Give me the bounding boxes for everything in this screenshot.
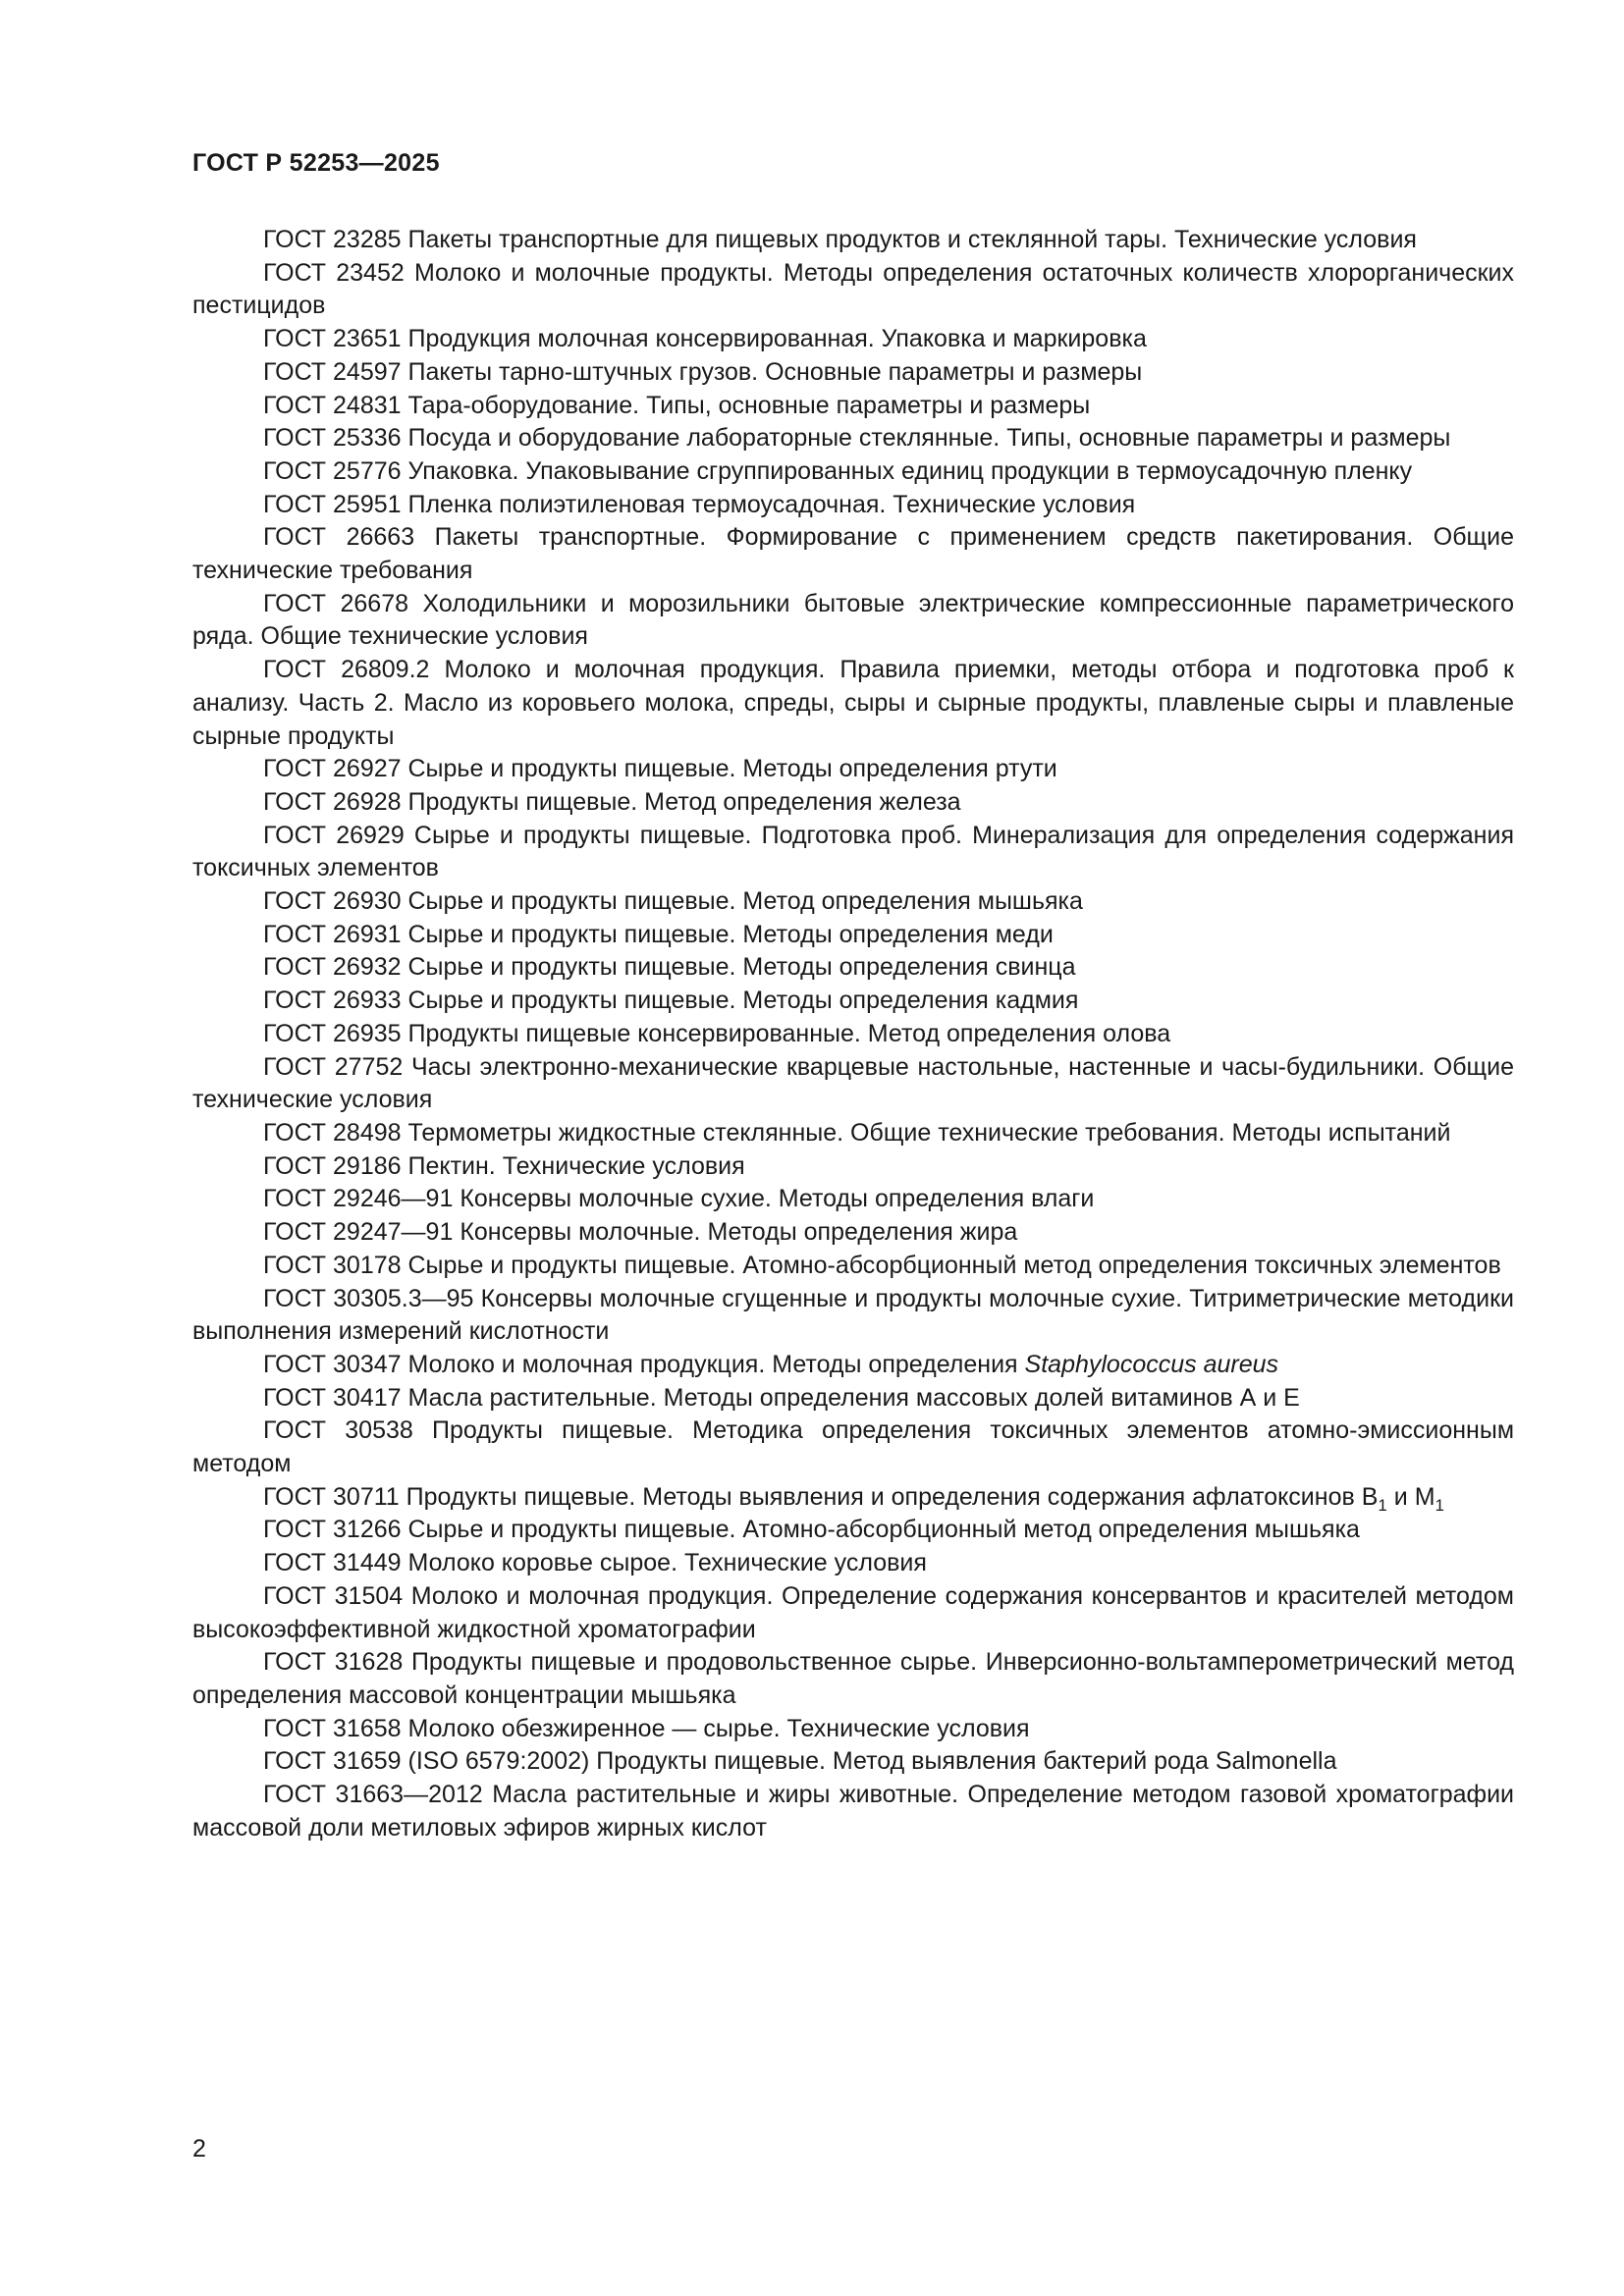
reference-code: ГОСТ 30417 [263,1383,402,1412]
reference-title [408,226,1417,253]
reference-item [192,1382,1514,1415]
reference-code: ГОСТ 31504 [263,1581,404,1610]
reference-item [192,257,1514,323]
reference-title [408,1152,745,1180]
reference-item [192,654,1514,753]
reference-title-text: Продукты пищевые и продовольственное сырье. Инверсионно-вольтамперометрический метод определения массовой концентрации мышьяка [192,1648,1515,1709]
reference-code: ГОСТ 26935 [263,1019,402,1047]
reference-code: ГОСТ 26929 [263,821,405,849]
reference-title-text: Молоко и молочная продукция. Методы определения [407,1350,1018,1378]
reference-item [192,1580,1514,1646]
reference-title-text: Продукты пищевые. Методика определения токсичных элементов атомно-эмиссионным методом [192,1416,1515,1478]
reference-title [408,1549,927,1576]
reference-item [192,1150,1514,1184]
reference-item [192,1250,1514,1283]
reference-title-text: (ISO 6579:2002) Продукты пищевые. Метод выявления бактерий рода Salmonella [407,1747,1337,1776]
reference-item [192,1349,1514,1382]
reference-code: ГОСТ 30178 [263,1251,402,1279]
reference-item [192,390,1514,423]
reference-item [192,951,1514,985]
reference-title-text: Термометры жидкостные стеклянные. Общие технические требования. Методы испытаний [407,1118,1451,1147]
reference-title [408,1252,1501,1279]
reference-title [408,325,1147,352]
reference-item [192,1117,1514,1150]
reference-title [408,358,1143,386]
reference-title-text: Консервы молочные сгущенные и продукты молочные сухие. Титриметрические методики выполнения измерений кислотности [192,1284,1514,1346]
reference-item [192,919,1514,952]
reference-title-text: Сырье и продукты пищевые. Методы определения ртути [407,755,1057,783]
reference-item [192,1051,1514,1117]
reference-title-text: Посуда и оборудование лабораторные стеклянные. Типы, основные параметры и размеры [407,424,1451,453]
reference-title [408,987,1079,1014]
reference-title-italic: Staphylococcus aureus [1024,1350,1279,1378]
reference-title [408,1516,1360,1543]
reference-code: ГОСТ 24831 [263,391,402,419]
reference-item [192,820,1514,885]
reference-title [408,887,1083,915]
reference-title [408,953,1076,981]
reference-title-text: Молоко коровье сырое. Технические условия [407,1549,927,1577]
reference-code: ГОСТ 26927 [263,755,402,783]
reference-item [192,1216,1514,1250]
subscript: 1 [1378,1495,1387,1515]
reference-item [192,1183,1514,1216]
reference-title [408,424,1451,452]
reference-item [192,885,1514,919]
reference-title [408,392,1091,419]
reference-code: ГОСТ 30538 [263,1416,413,1445]
reference-code: ГОСТ 25776 [263,456,402,485]
reference-code: ГОСТ 30305.3—95 [263,1284,474,1312]
reference-title [408,1384,1300,1412]
reference-code: ГОСТ 30347 [263,1350,402,1378]
reference-title-text: Тара-оборудование. Типы, основные параметры и размеры [407,391,1091,419]
reference-item [192,786,1514,820]
reference-code: ГОСТ 25951 [263,490,402,518]
reference-title [460,1218,1017,1246]
reference-title-text: Масла растительные. Методы определения массовых долей витаминов А и Е [407,1383,1300,1412]
reference-title [408,755,1057,782]
reference-item [192,1415,1514,1480]
reference-title [408,1747,1337,1775]
reference-title [408,1020,1171,1047]
page-number: 2 [192,2135,206,2163]
reference-code: ГОСТ 31659 [263,1747,402,1776]
reference-title [406,1482,1445,1515]
reference-title [408,491,1136,518]
reference-title-text: Продукты пищевые. Методы выявления и определения содержания афлатоксинов B [406,1482,1379,1511]
reference-code: ГОСТ 26933 [263,987,402,1015]
reference-item [192,1547,1514,1580]
reference-code: ГОСТ 26932 [263,953,402,982]
reference-item [192,1018,1514,1051]
reference-code: ГОСТ 26928 [263,787,402,816]
reference-code: ГОСТ 24597 [263,357,402,386]
reference-title-text: Часы электронно-механические кварцевые настольные, настенные и часы-будильники. Общие технические условия [192,1052,1514,1114]
reference-code: ГОСТ 23452 [263,258,405,287]
reference-title-text: Продукция молочная консервированная. Упаковка и маркировка [407,325,1147,353]
reference-item [192,1745,1514,1779]
reference-title-text: Сырье и продукты пищевые. Атомно-абсорбционный метод определения токсичных элементов [407,1251,1501,1279]
reference-code: ГОСТ 25336 [263,424,402,453]
subscript: 1 [1435,1495,1445,1515]
reference-item [192,489,1514,522]
reference-item [192,985,1514,1018]
reference-item [192,1646,1514,1712]
reference-code: ГОСТ 26809.2 [263,656,430,684]
reference-code: ГОСТ 27752 [263,1052,404,1081]
reference-title-text: Пакеты транспортные для пищевых продуктов и стеклянной тары. Технические условия [407,226,1417,253]
reference-title-text: Сырье и продукты пищевые. Методы определения меди [407,920,1054,948]
reference-title-text: Сырье и продукты пищевые. Атомно-абсорбционный метод определения мышьяка [407,1516,1360,1544]
reference-title-text: Сырье и продукты пищевые. Метод определения мышьяка [407,887,1083,916]
reference-title-text: Консервы молочные сухие. Методы определения влаги [460,1185,1095,1213]
reference-item [192,323,1514,356]
reference-item [192,1514,1514,1547]
reference-item [192,422,1514,455]
reference-title-text: Продукты пищевые. Метод определения железа [407,787,961,816]
reference-title-text: Молоко обезжиренное — сырье. Технические условия [407,1714,1030,1742]
reference-code: ГОСТ 26930 [263,887,402,916]
reference-code: ГОСТ 31266 [263,1516,402,1544]
reference-title-text: Сырье и продукты пищевые. Методы определения свинца [407,953,1076,982]
reference-code: ГОСТ 31449 [263,1549,402,1577]
reference-title-text: Сырье и продукты пищевые. Подготовка проб. Минерализация для определения содержания токсичных элементов [192,821,1514,882]
reference-code: ГОСТ 31628 [263,1648,404,1677]
reference-item [192,1283,1514,1349]
reference-title [408,1119,1451,1147]
normative-references-list [192,224,1514,1844]
reference-item [192,1713,1514,1746]
reference-code: ГОСТ 31658 [263,1714,402,1742]
reference-title-text: Пакеты транспортные. Формирование с применением средств пакетирования. Общие технические требования [192,523,1514,585]
reference-title-text: Консервы молочные. Методы определения жира [460,1218,1018,1247]
reference-code: ГОСТ 30711 [263,1482,400,1511]
reference-title-text: Холодильники и морозильники бытовые электрические компрессионные параметрического ряда. Общие технические условия [192,589,1514,651]
reference-title-text: Продукты пищевые консервированные. Метод определения олова [407,1019,1171,1047]
reference-code: ГОСТ 28498 [263,1118,402,1147]
reference-title [408,457,1413,485]
reference-code: ГОСТ 29186 [263,1151,402,1180]
reference-code: ГОСТ 26663 [263,523,415,552]
reference-title [460,1185,1094,1212]
reference-code: ГОСТ 26931 [263,920,402,948]
reference-title-text: Молоко и молочные продукты. Методы определения остаточных количеств хлорорганических пестицидов [192,258,1514,320]
reference-title-text: Пакеты тарно-штучных грузов. Основные параметры и размеры [407,357,1143,386]
reference-title-text: и M [1386,1482,1435,1511]
reference-item [192,588,1514,654]
reference-title-text: Упаковка. Упаковывание сгруппированных единиц продукции в термоусадочную пленку [407,456,1413,485]
reference-title [408,921,1054,948]
reference-item [192,455,1514,489]
reference-code: ГОСТ 23651 [263,325,402,353]
reference-title-text: Масла растительные и жиры животные. Определение методом газовой хроматографии массовой доли метиловых эфиров жирных кислот [192,1781,1515,1842]
reference-title-text: Молоко и молочная продукция. Правила приемки, методы отбора и подготовка проб к анализу. Часть 2. Масло из коровьего молока, спреды, сыры и сырные продукты, плавленые сыры и плавленые сырные продукты [192,656,1514,750]
reference-title-text: Пленка полиэтиленовая термоусадочная. Технические условия [407,490,1136,518]
reference-item [192,356,1514,390]
reference-item [192,224,1514,257]
reference-title [408,1351,1279,1378]
reference-code: ГОСТ 29247—91 [263,1218,454,1247]
reference-title [408,1715,1030,1742]
reference-title-text: Сырье и продукты пищевые. Методы определения кадмия [407,987,1079,1015]
reference-code: ГОСТ 26678 [263,589,409,617]
document-header: ГОСТ Р 52253—2025 [192,149,440,177]
reference-code: ГОСТ 23285 [263,226,402,253]
reference-item [192,1779,1514,1844]
reference-title-text: Пектин. Технические условия [407,1151,745,1180]
reference-item [192,753,1514,786]
reference-item [192,521,1514,587]
reference-item [192,1481,1514,1515]
reference-title [408,788,961,816]
reference-code: ГОСТ 29246—91 [263,1185,454,1213]
reference-code: ГОСТ 31663—2012 [263,1781,483,1809]
reference-title-text: Молоко и молочная продукция. Определение содержания консервантов и красителей методом высокоэффективной жидкостной хроматографии [192,1581,1514,1643]
